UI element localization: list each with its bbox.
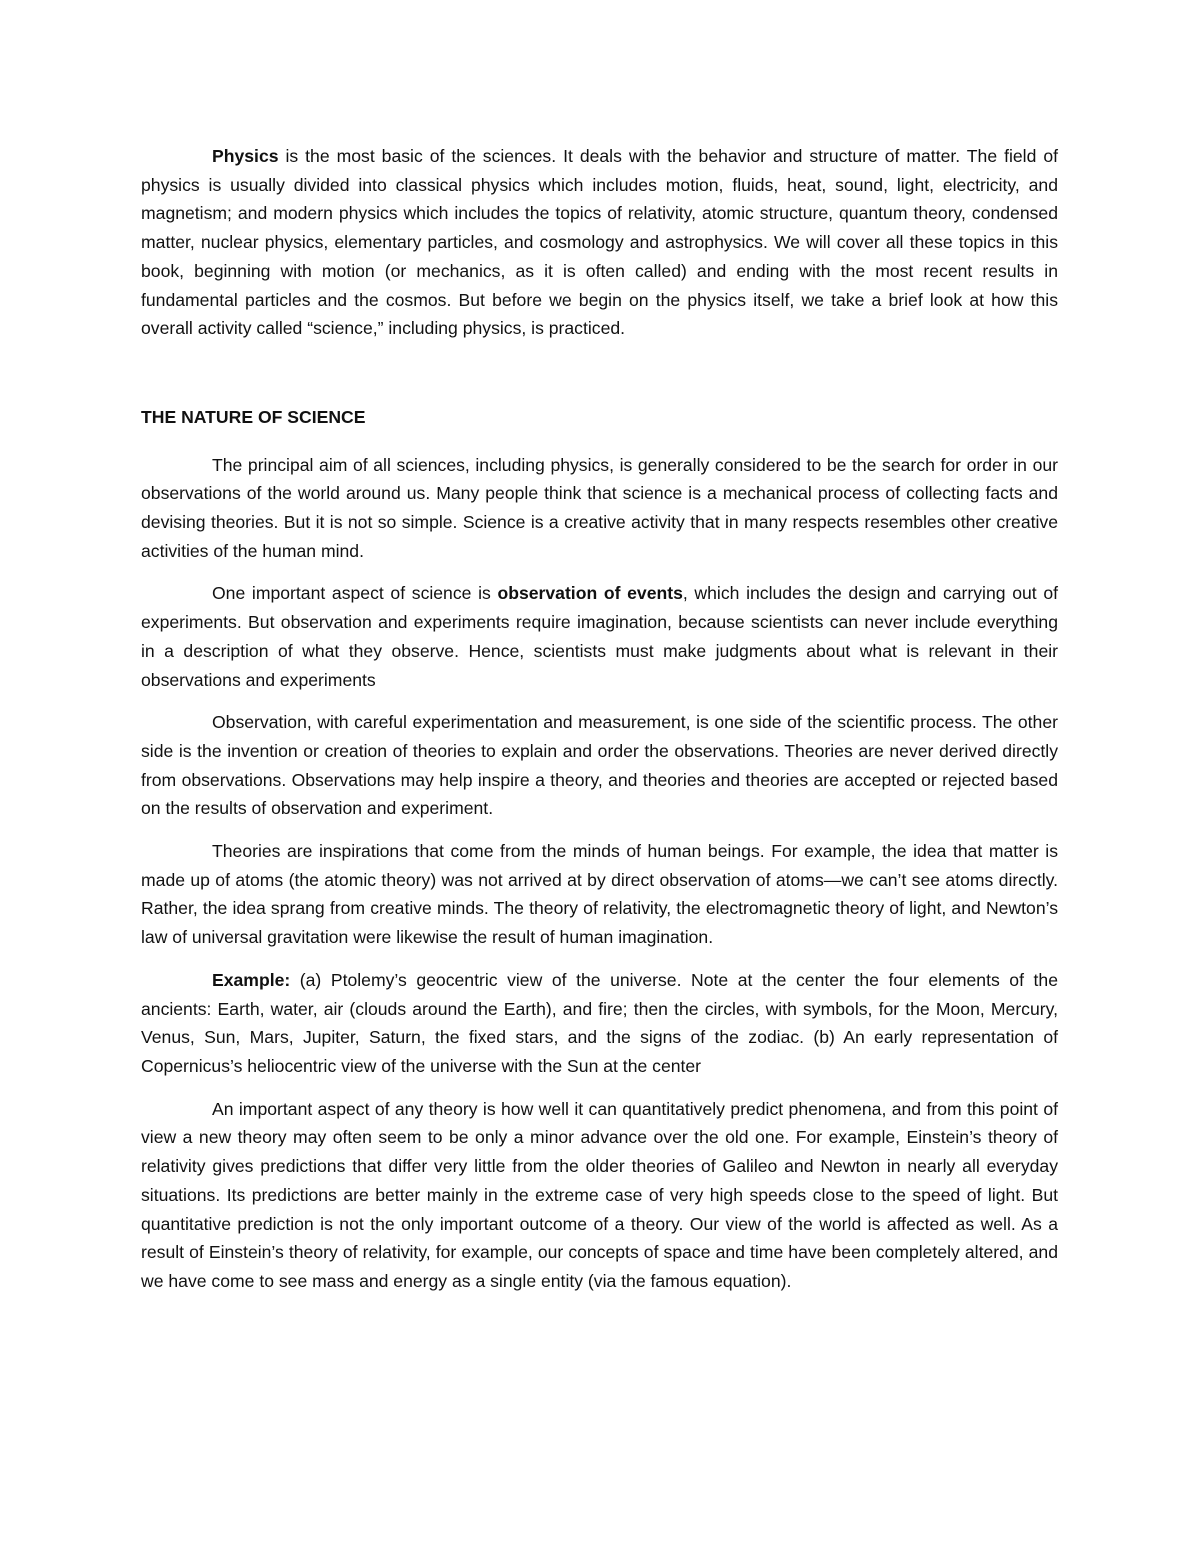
paragraph-inspirations: Theories are inspirations that come from the minds of human beings. For example, the idea that matter is made up of atoms (the atomic theory) was not arrived at by direct observation of atoms—we can’t see atoms directly. Rather, the idea sprang from creative minds. The theory of relativity, the electromagnetic theory of light, and Newton’s law of universal gravitation were likewise the result of human imagination. <box>141 841 1058 948</box>
example-text: (a) Ptolemy’s geocentric view of the universe. Note at the center the four elements of the ancients: Earth, water, air (clouds around the Earth), and fire; then the circles, with symbols, for the Moon, Mercury, Venus, Sun, Mars, Jupiter, Saturn, the fixed stars, and the signs of the zodiac. (b) An early representation of Copernicus’s heliocentric view of the universe with the Sun at the center <box>141 969 1058 1076</box>
paragraph-aim: The principal aim of all sciences, including physics, is generally considered to be the search for order in our observations of the world around us. Many people think that science is a mechanical process of collecting facts and devising theories. But it is not so simple. Science is a creative activity that in many respects resembles other creative activities of the human mind. <box>141 454 1058 561</box>
paragraph-observation-bold: observation of events <box>497 583 683 604</box>
intro-lead-term: Physics <box>212 146 279 166</box>
paragraph-observation <box>141 579 1058 694</box>
paragraph-process: Observation, with careful experimentation and measurement, is one side of the scientific process. The other side is the invention or creation of theories to explain and order the observations. Theories are never derived directly from observations. Observations may help inspire a theory, and theories and theories are accepted or rejected based on the results of observation and experiment. <box>141 712 1058 819</box>
intro-text: is the most basic of the sciences. It deals with the behavior and structure of matter. The field of physics is usually divided into classical physics which includes motion, fluids, heat, sound, light, electricity, and magnetism; and modern physics which includes the topics of relativity, atomic structure, quantum theory, condensed matter, nuclear physics, elementary particles, and cosmology and astrophysics. We will cover all these topics in this book, beginning with motion (or mechanics, as it is often called) and ending with the most recent results in fundamental particles and the cosmos. But before we begin on the physics itself, we take a brief look at how this overall activity called “science,” including physics, is practiced. <box>141 146 1058 339</box>
paragraph-example <box>141 966 1058 1081</box>
paragraph-prediction: An important aspect of any theory is how well it can quantitatively predict phenomena, and from this point of view a new theory may often seem to be only a minor advance over the old one. For example, Einstein’s theory of relativity gives predictions that differ very little from the older theories of Galileo and Newton in nearly all everyday situations. Its predictions are better mainly in the extreme case of very high speeds close to the speed of light. But quantitative prediction is not the only important outcome of a theory. Our view of the world is affected as well. As a result of Einstein’s theory of relativity, for example, our concepts of space and time have been completely altered, and we have come to see mass and energy as a single entity (via the famous equation). <box>141 1098 1058 1291</box>
intro-paragraph <box>141 142 1058 343</box>
document-page <box>141 142 1058 1296</box>
paragraph-observation-after: , which includes the design and carrying out of experiments. But observation and experiments require imagination, because scientists can never include everything in a description of what they observe. Hence, scientists must make judgments about what is relevant in their observations and experiments <box>141 583 1058 690</box>
example-label: Example: <box>212 969 291 990</box>
paragraph-observation-before: One important aspect of science is <box>212 583 498 604</box>
section-heading: THE NATURE OF SCIENCE <box>141 406 366 427</box>
